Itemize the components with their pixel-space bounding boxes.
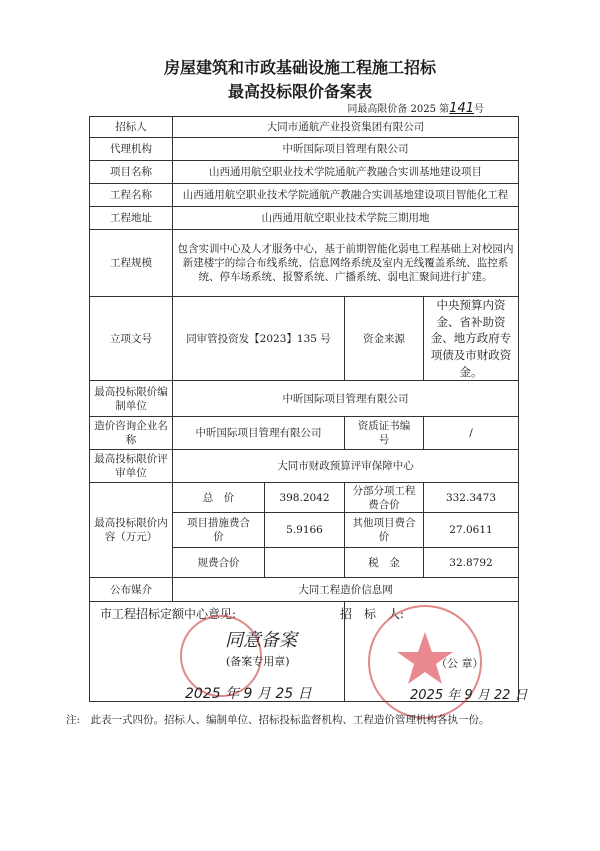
project-label: 项目名称	[90, 161, 173, 184]
prep-value: 中昕国际项目管理有限公司	[173, 381, 519, 417]
center-opinion-label: 市工程招标定额中心意见:	[100, 607, 237, 621]
measure-label: 项目措施费合 价	[173, 513, 265, 548]
tenderer-label: 招标人	[90, 117, 173, 138]
total-label: 总 价	[173, 483, 265, 513]
title-line-2: 最高投标限价备案表	[227, 82, 372, 101]
approval-label: 立项文号	[90, 297, 173, 381]
tenderer-value: 大同市通航产业投资集团有限公司	[173, 117, 519, 138]
other-value: 27.0611	[424, 513, 519, 548]
tenderer-date: 2025 年 9 月 22 日	[410, 688, 528, 703]
agency-value: 中昕国际项目管理有限公司	[173, 138, 519, 161]
sub-value: 332.3473	[424, 483, 519, 513]
other-label: 其他项目费合价	[345, 513, 424, 548]
work-label: 工程名称	[90, 184, 173, 207]
address-label: 工程地址	[90, 207, 173, 230]
total-value: 398.2042	[265, 483, 345, 513]
scale-value: 包含实训中心及人才服务中心，基于前期智能化弱电工程基础上对校园内新建楼宇的综合布线系统、信息网络系统及室内无线覆盖系统、监控系统、停车场系统、报警系统、广播系统、弱电汇聚间进行扩建。	[173, 230, 519, 297]
seal-label: （公 章）	[436, 657, 484, 670]
fee-label: 规费合价	[173, 548, 265, 578]
record-suffix: 号	[474, 104, 484, 115]
fee-value	[265, 548, 345, 578]
measure-value: 5.9166	[265, 513, 345, 548]
record-number	[347, 100, 484, 116]
seal-note: (备案专用章)	[226, 655, 290, 668]
consult-label: 造价咨询企业名称	[90, 417, 173, 450]
review-label: 最高投标限价评审单位	[90, 450, 173, 483]
limit-label: 最高投标限价内容（万元）	[90, 483, 173, 578]
sub-label: 分部分项工程费合价	[345, 483, 424, 513]
project-value: 山西通用航空职业技术学院通航产教融合实训基地建设项目	[173, 161, 519, 184]
work-value: 山西通用航空职业技术学院通航产教融合实训基地建设项目智能化工程	[173, 184, 519, 207]
title-line-1: 房屋建筑和市政基础设施工程施工招标	[163, 58, 436, 77]
address-value: 山西通用航空职业技术学院三期用地	[173, 207, 519, 230]
consult-value: 中昕国际项目管理有限公司	[173, 417, 345, 450]
prep-label: 最高投标限价编制单位	[90, 381, 173, 417]
agency-label: 代理机构	[90, 138, 173, 161]
scale-label: 工程规模	[90, 230, 173, 297]
funds-value: 中央预算内资金、省补助资金、地方政府专项债及市财政资金。	[424, 297, 519, 381]
media-value: 大同工程造价信息网	[173, 578, 519, 602]
record-prefix: 同最高限价备 2025 第	[347, 104, 450, 115]
media-label: 公布媒介	[90, 578, 173, 602]
handwritten-opinion: 同意备案	[225, 630, 297, 651]
approval-value: 同审管投资发【2023】135 号	[173, 297, 345, 381]
center-date: 2025 年 9 月 25 日	[185, 686, 312, 702]
tax-value: 32.8792	[424, 548, 519, 578]
tenderer-sign-label: 招 标 人:	[340, 607, 405, 621]
footnote: 注: 此表一式四份。招标人、编制单位、招标投标监督机构、工程造价管理机构各执一份。	[66, 714, 490, 726]
record-no: 141	[449, 101, 474, 116]
tax-label: 税 金	[345, 548, 424, 578]
cert-label: 资质证书编 号	[345, 417, 424, 450]
funds-label: 资金来源	[345, 297, 424, 381]
review-value: 大同市财政预算评审保障中心	[173, 450, 519, 483]
cert-value: /	[424, 417, 519, 450]
